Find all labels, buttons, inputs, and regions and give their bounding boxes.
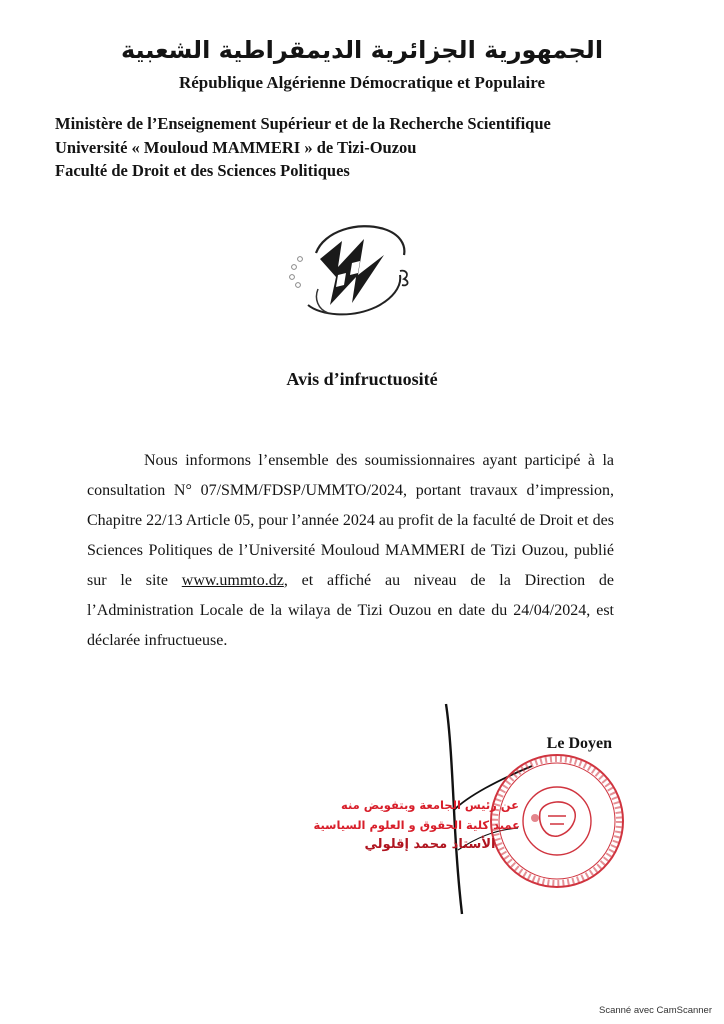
faculty-line: Faculté de Droit et des Sciences Politiques [55, 161, 350, 180]
body-text-part1: Nous informons l’ensemble des soumissionnaires ayant participé à la consultation N° 07/SMM/FDSP/UMMTO/2024, portant travaux d’impression, Chapitre 22/13 Article 05, pour l’année 2024 au profit de la faculté de Droit et des Sciences Politiques de l’Université Mouloud MAMMERI de Tizi Ouzou, publié sur le site [87, 452, 614, 589]
republic-title: République Algérienne Démocratique et Populaire [178, 73, 546, 92]
red-signature-stamp [313, 795, 520, 855]
ministry-line: Ministère de l’Enseignement Supérieur et de la Recherche Scientifique [55, 114, 551, 133]
body-text-part2: , et affiché au niveau de la Direction de l’Administration Locale de la wilaya de Tizi Ouzou en date du 24/04/2024, est déclarée infructueuse. [87, 572, 614, 649]
notice-body [87, 446, 614, 656]
institution-block [55, 112, 551, 183]
university-line: Université « Mouloud MAMMERI » de Tizi-Ouzou [55, 137, 417, 157]
university-logo-icon [280, 215, 420, 325]
notice-title: Avis d’infructuosité [286, 369, 438, 389]
stamp-line-3: الأستاذ محمد إقلولي [364, 837, 496, 852]
stamp-line-2: عميد كلية الحقوق و العلوم السياسية [313, 818, 520, 832]
signer-title: Le Doyen [546, 735, 612, 752]
scanner-footer: Scanné avec CamScanner [598, 1005, 712, 1016]
stamp-line-1: عن رئيس الجامعة وبتفويض منه [340, 798, 519, 812]
website-link[interactable]: www.ummto.dz [181, 572, 284, 589]
arabic-republic-title: الجمهورية الجزائرية الديمقراطية الشعبية [120, 36, 604, 64]
